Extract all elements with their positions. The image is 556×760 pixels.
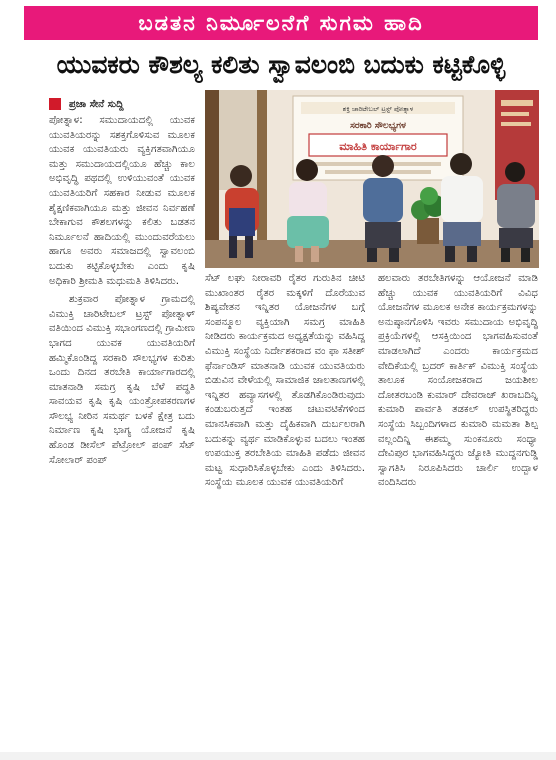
photo-sign-line3: ಮಾಹಿತಿ ಕಾರ್ಯಾಗಾರ	[339, 140, 417, 153]
section-banner: ಬಡತನ ನಿರ್ಮೂಲನೆಗೆ ಸುಗಮ ಹಾದಿ	[24, 6, 538, 40]
article-column-2	[205, 272, 365, 714]
byline	[49, 96, 123, 112]
article-headline: ಯುವಕರು ಕೌಶಲ್ಯ ಕಲಿತು ಸ್ವಾವಲಂಬಿ ಬದುಕು ಕಟ್ಟಿಕೊಳ್ಳಿ	[56, 50, 506, 79]
event-photo	[205, 90, 539, 268]
paragraph: ಪೋತ್ನಾಳ: ಸಮುದಾಯದಲ್ಲಿ ಯುವಕ ಯುವತಿಯರನ್ನು ಸಶಕ್ತಗೊಳಿಸುವ ಮೂಲಕ ಯುವಕ ಯುವತಿಯರು ವ್ಯಕ್ತಿಗತವಾಗಿಯೂ ಮತ್ತು ಸಮುದಾಯದಲ್ಲಿಯೂ ಹೆಚ್ಚು ಕಾಲ ಅಭಿವೃದ್ಧಿ ಪಥದಲ್ಲಿ ಉಳಿಯುವಂತೆ ಯುವಕ ಯುವತಿಯರಿಗೆ ಸಹಕಾರ ನೀಡುವ ಮೂಲಕ ಶೈಕ್ಷಣಿಕವಾಗಿಯೂ ಮತ್ತು ಜೀವನ ನಿರ್ವಹಣೆ ಬೇಕಾಗುವ ಕೌಶಲಗಳನ್ನು ಕಲಿತು ಬಡತನ ನಿರ್ಮೂಲನೆ ಹಾದಿಯಲ್ಲಿ ಮುಂದುವರೆಯಲು ಹಾಗೂ ಅವರು ಸಮಾಜದಲ್ಲಿ ಸ್ವಾವಲಂಬಿ ಬದುಕು ಕಟ್ಟಿಕೊಳ್ಳಬೇಕು ಎಂದು ಕೃಷಿ ಅಧಿಕಾರಿ ಶ್ರೀಮತಿ ಮಧುಮತಿ ತಿಳಿಸಿದರು.	[49, 115, 195, 287]
article-column-3	[378, 272, 538, 714]
byline-bullet-icon	[49, 98, 61, 110]
paragraph: ಹಲವಾರು ತರಬೇತಿಗಳನ್ನು ಆಯೋಜನೆ ಮಾಡಿ ಹೆಚ್ಚು ಯುವಕ ಯುವತಿಯರಿಗೆ ವಿವಿಧ ಯೋಜನೆಗಳ ಮೂಲಕ ಅನೇಕ ಕಾರ್ಯಕ್ರಮಗಳನ್ನು ಅನುಷ್ಠಾನಗೊಳಿಸಿ ಇವರು ಸಮುದಾಯ ಅಭಿವೃದ್ಧಿ ಪ್ರಕ್ರಿಯೆಗಳಲ್ಲಿ ಆಸಕ್ತಿಯಿಂದ ಭಾಗವಹಿಸುವಂತೆ ಮಾಡಲಾಗಿದೆ ಎಂದರು ಕಾರ್ಯಕ್ರಮದ ವೇದಿಕೆಯಲ್ಲಿ ಬ್ರದರ್ ಕಾರ್ತಿಕ್ ವಿಮುಕ್ತಿ ಸಂಸ್ಥೆಯ ತಾಲೂಕ ಸಂಯೋಜಕರಾದ ಜಯಶೀಲ ದೋತರಬಂಡಿ ಕುಮಾರ್ ದೇವರಾಜ್ ಖರಾಬದಿನ್ನಿ ಕುಮಾರಿ ಪಾರ್ವತಿ ತಡಕಲ್ ಉಪಸ್ಥಿತರಿದ್ದರು ಸಂಸ್ಥೆಯ ಸಿಬ್ಬಂದಿಗಳಾದ ಕುಮಾರಿ ಮಮತಾ ಶಿಲ್ಪ ವಲ್ಲಂದಿನ್ನಿ ಈಶಮ್ಮ ಸುಂಕನೂರು ಸಂಧ್ಯಾ ದೇವಿಪುರ ಭಾಗವಹಿಸಿದ್ದರು ಜ್ಯೋತಿ ಮುದ್ದನಗುಡ್ಡಿ ಸ್ವಾಗತಿಸಿ ನಿರೂಪಿಸಿದರು ಚಾರ್ಲಿ ಉದ್ಬಾಳ ವಂದಿಸಿದರು	[378, 273, 538, 489]
byline-text: ಪ್ರಜಾ ಸೇನೆ ಸುದ್ದಿ	[69, 98, 124, 110]
paragraph: ಶುಕ್ರವಾರ ಪೋತ್ನಾಳ ಗ್ರಾಮದಲ್ಲಿ ವಿಮುಕ್ತಿ ಚಾರಿಟೇಬಲ್ ಟ್ರಸ್ಟ್ ಪೋತ್ನಾಳ್ ವತಿಯಿಂದ ವಿಮುಕ್ತಿ ಸಭಾಂಗಣದಲ್ಲಿ ಗ್ರಾಮೀಣ ಭಾಗದ ಯುವಕ ಯುವತಿಯರಿಗೆ ಹಮ್ಮಿಕೊಂಡಿದ್ದ ಸರಕಾರಿ ಸೌಲಭ್ಯಗಳ ಕುರಿತು ಒಂದು ದಿನದ ತರಬೇತಿ ಕಾರ್ಯಾಗಾರದಲ್ಲಿ ಮಾತನಾಡಿ ಸಮಗ್ರ ಕೃಷಿ ಬೆಳೆ ಪದ್ಧತಿ ಸಾವಯವ ಕೃಷಿ ಕೃಷಿ ಯಂತ್ರೋಪಕರಣಗಳ ಸೌಲಭ್ಯ ನೀರಿನ ಸಮರ್ಥ ಬಳಕೆ ಕ್ಷೇತ್ರ ಬದು ನಿರ್ಮಾಣ ಕೃಷಿ ಭಾಗ್ಯ ಯೋಜನೆ ಕೃಷಿ ಹೊಂಡ ಡೀಸೆಲ್ ಪೆಟ್ರೋಲ್ ಪಂಪ್ ಸೆಟ್ ಸೋಲಾರ್ ಪಂಪ್	[49, 294, 195, 466]
paragraph: ಸೆಟ್ ಲಘು ನೀರಾವರಿ ರೈತರ ಗುರುತಿನ ಚೀಟಿ ಮುಖಾಂತರ ರೈತರ ಮಕ್ಕಳಿಗೆ ದೊರೆಯುವ ಶಿಷ್ಯವೇತನ ಇನ್ನಿತರ ಯೋಜನೆಗಳ ಬಗ್ಗೆ ಸಂಪನ್ಮೂಲ ವ್ಯಕ್ತಿಯಾಗಿ ಸಮಗ್ರ ಮಾಹಿತಿ ನೀಡಿದರು ಕಾರ್ಯಕ್ರಮದ ಅಧ್ಯಕ್ಷತೆಯನ್ನು ವಹಿಸಿದ್ದ ವಿಮುಕ್ತಿ ಸಂಸ್ಥೆಯ ನಿರ್ದೇಶಕರಾದ ವಂ ಫಾ ಸತೀಶ್ ಫೆರ್ನಾಂಡಿಸ್ ಮಾತನಾಡಿ ಯುವಕ ಯುವತಿಯರು ಬಿಡುವಿನ ವೇಳೆಯಲ್ಲಿ ಸಾಮಾಜಿಕ ಜಾಲತಾಣಗಳಲ್ಲಿ ಇನ್ನಿತರ ಹವ್ಯಾಸಗಳಲ್ಲಿ ತೊಡಗಿಕೊಂಡಿರುವುದು ಕಂಡುಬರುತ್ತದೆ ಇಂತಹ ಚಟುವಟಿಕೆಗಳಿಂದ ಮಾನಸಿಕವಾಗಿ ಮತ್ತು ದೈಹಿಕವಾಗಿ ದುರ್ಬಲರಾಗಿ ಬದುಕನ್ನು ವ್ಯರ್ಥ ಮಾಡಿಕೊಳ್ಳುವ ಬದಲು ಇಂತಹ ಉಪಯುಕ್ತ ತರಬೇತಿಯ ಮಾಹಿತಿ ಪಡೆದು ಜೀವನ ಮಟ್ಟ ಸುಧಾರಿಸಿಕೊಳ್ಳಬೇಕು ಎಂದು ತಿಳಿಸಿದರು. ಸಂಸ್ಥೆಯ ಮೂಲಕ ಯುವಕ ಯುವತಿಯರಿಗೆ	[205, 273, 365, 489]
photo-sign-line1: ಶಕ್ತಿ ಚಾರಿಟೇಬಲ್ ಟ್ರಸ್ಟ್ ಪೋತ್ನಾಳ	[342, 105, 414, 113]
photo-sign-line2: ಸರಕಾರಿ ಸೌಲಭ್ಯಗಳ	[350, 121, 406, 131]
article-column-1	[49, 114, 195, 714]
